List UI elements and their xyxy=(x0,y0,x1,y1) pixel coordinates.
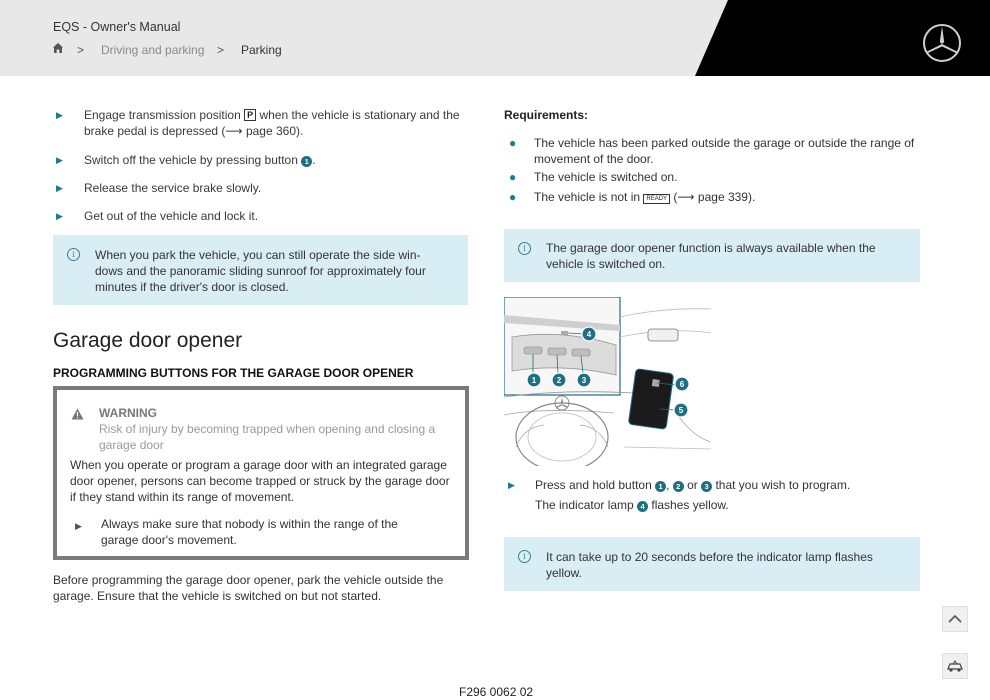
info-box-parking xyxy=(53,235,468,305)
svg-text:1: 1 xyxy=(531,376,537,385)
app-title: EQS - Owner's Manual xyxy=(53,20,181,34)
info-text: When you park the vehicle, you can still operate the side win-dows and the panoramic sliding sunroof for approximately four minutes if the driver's door is closed. xyxy=(95,248,426,294)
step-text: Press and hold button xyxy=(535,478,656,492)
step-arrow-icon: ▶ xyxy=(56,211,63,221)
vehicle-icon xyxy=(943,654,967,678)
info-text: It can take up to 20 seconds before the indicator lamp flashes yellow. xyxy=(546,550,873,580)
ready-indicator-key: READY xyxy=(643,194,670,204)
requirement-text: The vehicle has been parked outside the garage or outside the range of movement of the door. xyxy=(534,136,915,166)
step-get-out xyxy=(53,208,463,224)
callout-badge-1 xyxy=(527,373,541,387)
result-text: flashes yellow. xyxy=(648,498,729,512)
bullet-icon: ● xyxy=(509,170,517,184)
svg-text:6: 6 xyxy=(679,380,685,389)
scroll-to-top-button[interactable] xyxy=(942,606,968,632)
warning-title: WARNING xyxy=(99,406,157,420)
step-engage-park xyxy=(53,107,463,141)
button-number-badge: 1 xyxy=(301,156,312,167)
mercedes-star-logo xyxy=(921,22,963,64)
step-text: Engage transmission position xyxy=(84,108,245,122)
step-arrow-icon: ▶ xyxy=(56,155,63,165)
garage-opener-illustration xyxy=(504,297,711,466)
breadcrumb-separator: > xyxy=(217,43,225,57)
step-arrow-icon: ▶ xyxy=(56,183,63,193)
step-text: . xyxy=(312,153,316,167)
warning-box xyxy=(53,386,469,560)
step-switch-off xyxy=(53,152,463,168)
step-text: Get out of the vehicle and lock it. xyxy=(84,209,259,223)
breadcrumb-separator: > xyxy=(77,43,85,57)
transmission-p-key: P xyxy=(244,109,256,121)
step-arrow-icon: ▶ xyxy=(508,480,515,490)
requirement-item xyxy=(504,169,919,185)
warning-subtitle: Risk of injury by becoming trapped when opening and closing a garage door xyxy=(99,422,436,452)
step-text: when the vehicle is stationary and the brake pedal is depressed (⟶ page 360). xyxy=(84,108,460,138)
step-text: , xyxy=(666,478,673,492)
home-icon[interactable] xyxy=(52,42,64,54)
requirement-text: The vehicle is switched on. xyxy=(534,170,678,184)
callout-badge-2 xyxy=(552,373,566,387)
requirement-text: The vehicle is not in xyxy=(534,190,644,204)
header xyxy=(0,0,990,76)
warning-step: Always make sure that nobody is within the range of the garage door's movement. xyxy=(101,517,398,547)
warning-triangle-icon xyxy=(71,408,84,420)
section-title: Garage door opener xyxy=(53,329,243,352)
svg-text:3: 3 xyxy=(581,376,587,385)
svg-text:2: 2 xyxy=(556,376,562,385)
button-number-badge: 3 xyxy=(701,481,712,492)
requirement-item xyxy=(504,135,919,167)
step-arrow-icon: ▶ xyxy=(75,521,82,531)
svg-text:5: 5 xyxy=(678,406,684,415)
step-text: Release the service brake slowly. xyxy=(84,181,262,195)
callout-badge-4 xyxy=(582,327,596,341)
step-arrow-icon: ▶ xyxy=(56,110,63,120)
indicator-lamp-badge: 4 xyxy=(637,501,648,512)
before-programming-text: Before programming the garage door opener, park the vehicle outside the garage. Ensure that the vehicle is switched on but not started. xyxy=(53,573,444,603)
bullet-icon: ● xyxy=(509,190,517,204)
step-text: Switch off the vehicle by pressing button xyxy=(84,153,302,167)
result-text: The indicator lamp xyxy=(535,498,638,512)
step-press-hold xyxy=(504,477,919,493)
requirements-title: Requirements: xyxy=(504,108,589,122)
button-number-badge: 2 xyxy=(673,481,684,492)
breadcrumb-driving-and-parking[interactable]: Driving and parking xyxy=(101,43,205,57)
callout-badge-6 xyxy=(675,377,689,391)
step-release-brake xyxy=(53,180,463,196)
step-result xyxy=(504,497,919,513)
info-icon: i xyxy=(518,242,531,255)
info-text: The garage door opener function is always available when the vehicle is switched on. xyxy=(546,241,876,271)
step-text: or xyxy=(683,478,702,492)
svg-text:4: 4 xyxy=(586,330,592,339)
breadcrumb-parking: Parking xyxy=(241,43,282,57)
subsection-title: PROGRAMMING BUTTONS FOR THE GARAGE DOOR OPENER xyxy=(53,366,414,380)
vehicle-menu-button[interactable] xyxy=(942,653,968,679)
figure-code: F296 0062 02 xyxy=(459,685,534,699)
step-text: that you wish to program. xyxy=(712,478,851,492)
chevron-up-icon xyxy=(943,607,967,631)
info-icon: i xyxy=(518,550,531,563)
warning-body: When you operate or program a garage door with an integrated garage door opener, persons can become trapped or struck by the garage door if they stand within its range of movement. xyxy=(70,458,450,504)
bullet-icon: ● xyxy=(509,136,517,150)
callout-badge-5 xyxy=(674,403,688,417)
info-box-timing xyxy=(504,537,920,591)
button-number-badge: 1 xyxy=(655,481,666,492)
info-icon: i xyxy=(67,248,80,261)
callout-badge-3 xyxy=(577,373,591,387)
requirement-text: (⟶ page 339). xyxy=(670,190,756,204)
requirement-item xyxy=(504,189,919,205)
info-box-availability xyxy=(504,229,920,282)
